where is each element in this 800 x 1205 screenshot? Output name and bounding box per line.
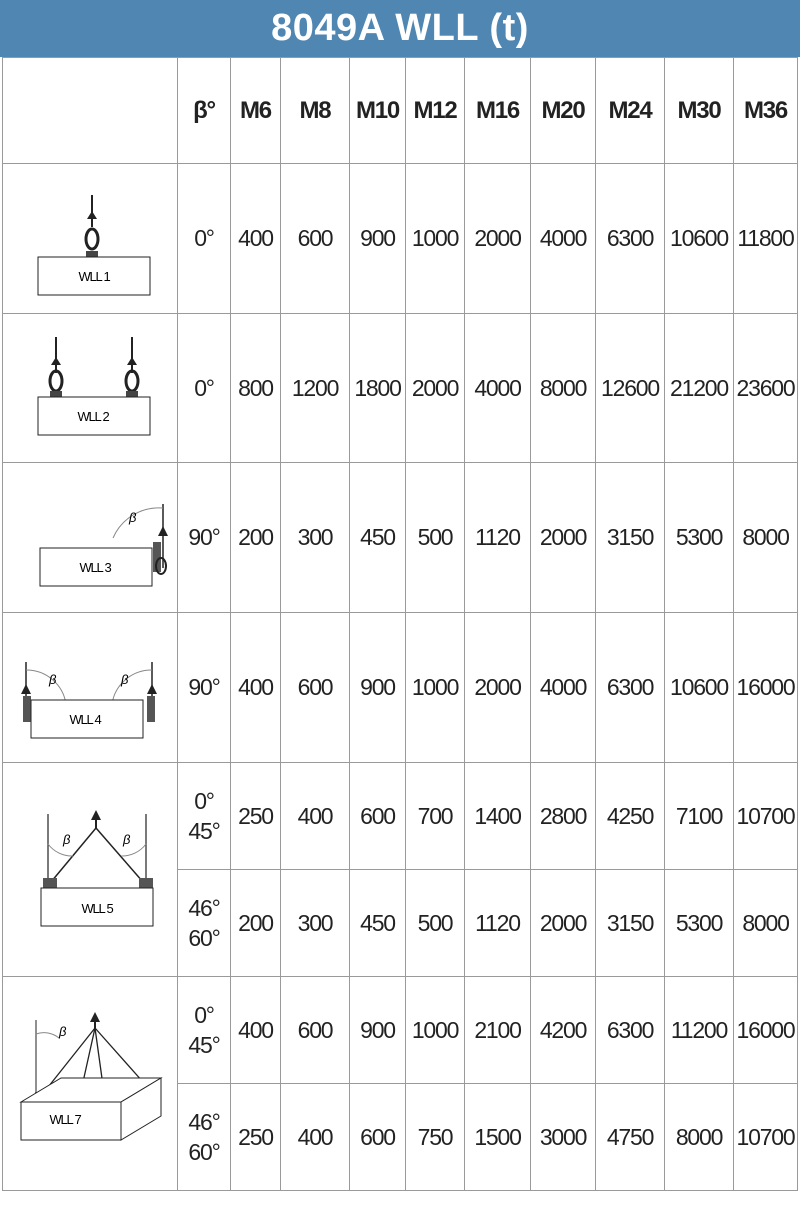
- value-cell: 300: [281, 870, 350, 977]
- value-cell: 11800: [734, 164, 798, 314]
- value-cell: 4750: [596, 1084, 665, 1191]
- diagram-wll4: [3, 613, 178, 763]
- value-cell: 400: [281, 763, 350, 870]
- beta-header: β°: [178, 58, 231, 164]
- value-cell: 2000: [406, 314, 465, 463]
- table-row: [3, 463, 798, 613]
- value-cell: 200: [231, 463, 281, 613]
- value-cell: 1200: [281, 314, 350, 463]
- single-lift-diagram-icon: [3, 165, 178, 313]
- value-cell: 4250: [596, 763, 665, 870]
- value-cell: 1400: [465, 763, 531, 870]
- beta-symbol: β: [63, 831, 70, 847]
- value-cell: 5300: [665, 463, 734, 613]
- value-cell: 10600: [665, 613, 734, 763]
- value-cell: 1000: [406, 613, 465, 763]
- value-cell: 16000: [734, 613, 798, 763]
- value-cell: 400: [281, 1084, 350, 1191]
- angle-cell: 90°: [178, 613, 231, 763]
- value-cell: 7100: [665, 763, 734, 870]
- value-cell: 200: [231, 870, 281, 977]
- value-cell: 2000: [531, 463, 596, 613]
- size-header: M30: [665, 58, 734, 164]
- angle-cell: 90°: [178, 463, 231, 613]
- value-cell: 1000: [406, 977, 465, 1084]
- angle-from: 46°: [188, 895, 220, 921]
- diagram-label: WLL 7: [49, 1111, 81, 1127]
- value-cell: 12600: [596, 314, 665, 463]
- beta-symbol: β: [49, 671, 56, 687]
- table-row: [3, 164, 798, 314]
- diagram-label: WLL 4: [69, 711, 101, 727]
- value-cell: 2800: [531, 763, 596, 870]
- value-cell: 400: [231, 613, 281, 763]
- angle-range-cell: [178, 763, 231, 870]
- value-cell: 500: [406, 463, 465, 613]
- angle-range-cell: [178, 1084, 231, 1191]
- value-cell: 600: [281, 977, 350, 1084]
- value-cell: 21200: [665, 314, 734, 463]
- value-cell: 2000: [465, 613, 531, 763]
- size-header: M12: [406, 58, 465, 164]
- value-cell: 1000: [406, 164, 465, 314]
- table-title: 8049A WLL (t): [0, 0, 800, 57]
- value-cell: 250: [231, 763, 281, 870]
- angle-to: 60°: [188, 1139, 220, 1165]
- value-cell: 3150: [596, 870, 665, 977]
- value-cell: 900: [350, 613, 406, 763]
- value-cell: 400: [231, 977, 281, 1084]
- value-cell: 4200: [531, 977, 596, 1084]
- diagram-wll1: [3, 164, 178, 314]
- beta-symbol: β: [59, 1023, 66, 1039]
- header-row: [3, 58, 798, 164]
- value-cell: 2100: [465, 977, 531, 1084]
- angle-range-cell: [178, 977, 231, 1084]
- value-cell: 1500: [465, 1084, 531, 1191]
- value-cell: 3000: [531, 1084, 596, 1191]
- value-cell: 400: [231, 164, 281, 314]
- angle-from: 0°: [194, 1002, 214, 1028]
- table-row: [3, 977, 798, 1084]
- size-header: M24: [596, 58, 665, 164]
- diagram-label: WLL 2: [77, 408, 109, 424]
- size-header: M16: [465, 58, 531, 164]
- value-cell: 600: [350, 1084, 406, 1191]
- value-cell: 900: [350, 977, 406, 1084]
- size-header: M36: [734, 58, 798, 164]
- value-cell: 10700: [734, 763, 798, 870]
- value-cell: 500: [406, 870, 465, 977]
- value-cell: 3150: [596, 463, 665, 613]
- angle-range-cell: [178, 870, 231, 977]
- size-header: M6: [231, 58, 281, 164]
- value-cell: 6300: [596, 613, 665, 763]
- value-cell: 250: [231, 1084, 281, 1191]
- value-cell: 2000: [465, 164, 531, 314]
- size-header: M8: [281, 58, 350, 164]
- four-leg-sling-diagram-icon: [3, 978, 178, 1190]
- value-cell: 10700: [734, 1084, 798, 1191]
- value-cell: 4000: [531, 613, 596, 763]
- double-lift-diagram-icon: [3, 315, 178, 462]
- angle-to: 60°: [188, 925, 220, 951]
- value-cell: 2000: [531, 870, 596, 977]
- beta-symbol: β: [129, 509, 136, 525]
- size-header: M10: [350, 58, 406, 164]
- two-leg-sling-diagram-icon: [3, 764, 178, 976]
- diagram-label: WLL 1: [78, 268, 110, 284]
- diagram-wll2: [3, 314, 178, 463]
- beta-symbol: β: [121, 671, 128, 687]
- angle-cell: 0°: [178, 164, 231, 314]
- diagram-wll5: [3, 763, 178, 977]
- diagram-wll3: [3, 463, 178, 613]
- angle-from: 46°: [188, 1109, 220, 1135]
- value-cell: 23600: [734, 314, 798, 463]
- value-cell: 4000: [465, 314, 531, 463]
- value-cell: 300: [281, 463, 350, 613]
- value-cell: 6300: [596, 164, 665, 314]
- side-lift-diagram-icon: [3, 464, 178, 612]
- value-cell: 8000: [531, 314, 596, 463]
- size-header: M20: [531, 58, 596, 164]
- value-cell: 700: [406, 763, 465, 870]
- value-cell: 450: [350, 870, 406, 977]
- value-cell: 1120: [465, 870, 531, 977]
- value-cell: 8000: [734, 463, 798, 613]
- angle-cell: 0°: [178, 314, 231, 463]
- value-cell: 750: [406, 1084, 465, 1191]
- value-cell: 800: [231, 314, 281, 463]
- double-side-lift-diagram-icon: [3, 614, 178, 762]
- value-cell: 600: [350, 763, 406, 870]
- value-cell: 5300: [665, 870, 734, 977]
- value-cell: 1800: [350, 314, 406, 463]
- value-cell: 11200: [665, 977, 734, 1084]
- value-cell: 8000: [665, 1084, 734, 1191]
- beta-symbol: β: [123, 831, 130, 847]
- angle-to: 45°: [188, 818, 220, 844]
- value-cell: 16000: [734, 977, 798, 1084]
- table-row: [3, 613, 798, 763]
- value-cell: 6300: [596, 977, 665, 1084]
- value-cell: 10600: [665, 164, 734, 314]
- value-cell: 600: [281, 613, 350, 763]
- angle-from: 0°: [194, 788, 214, 814]
- value-cell: 900: [350, 164, 406, 314]
- diagram-label: WLL 3: [79, 559, 111, 575]
- value-cell: 8000: [734, 870, 798, 977]
- table-row: [3, 314, 798, 463]
- value-cell: 450: [350, 463, 406, 613]
- value-cell: 1120: [465, 463, 531, 613]
- diagram-wll7: [3, 977, 178, 1191]
- table-row: [3, 763, 798, 870]
- value-cell: 4000: [531, 164, 596, 314]
- value-cell: 600: [281, 164, 350, 314]
- angle-to: 45°: [188, 1032, 220, 1058]
- diagram-header-cell: [3, 58, 178, 164]
- diagram-label: WLL 5: [81, 900, 113, 916]
- wll-table: [2, 57, 798, 1191]
